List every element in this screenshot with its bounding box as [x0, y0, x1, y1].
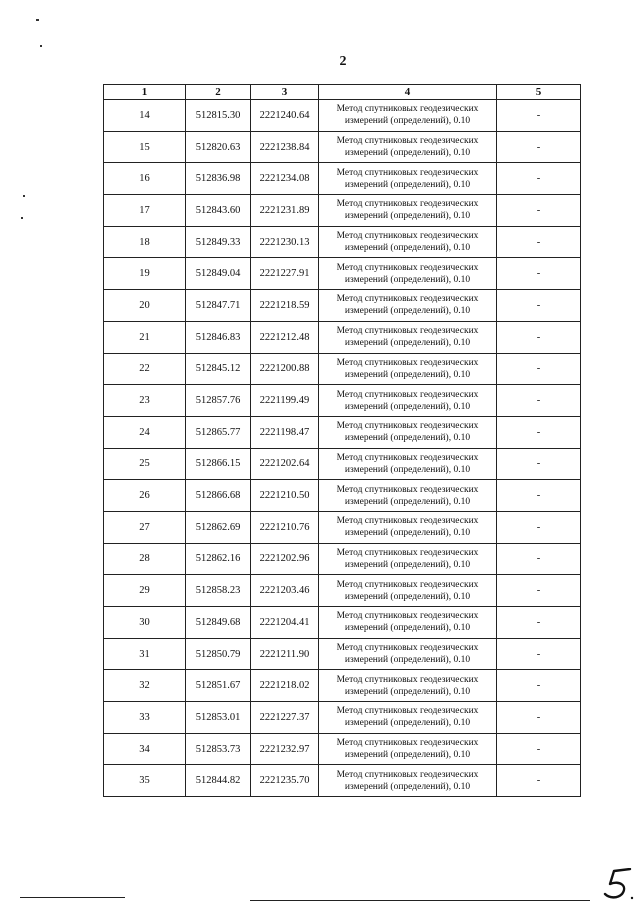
method-line-2: измерений (определений), 0.10: [344, 211, 471, 222]
column-5-cell: -: [497, 765, 581, 797]
method-line-2: измерений (определений), 0.10: [344, 116, 471, 127]
column-header: 2: [186, 85, 251, 100]
method-line-2: измерений (определений), 0.10: [344, 496, 471, 507]
column-5-cell: -: [497, 416, 581, 448]
table-row: [104, 607, 581, 639]
x-coordinate-cell: 512851.67: [186, 670, 251, 702]
column-5-cell: -: [497, 258, 581, 290]
y-coordinate-cell: 2221210.50: [251, 480, 319, 512]
method-cell: [319, 543, 497, 575]
column-5-cell: -: [497, 163, 581, 195]
y-coordinate-cell: 2221218.59: [251, 290, 319, 322]
method-cell: [319, 733, 497, 765]
method-line-2: измерений (определений), 0.10: [344, 528, 471, 539]
x-coordinate-cell: 512849.04: [186, 258, 251, 290]
x-coordinate-cell: 512820.63: [186, 131, 251, 163]
column-header: 3: [251, 85, 319, 100]
y-coordinate-cell: 2221230.13: [251, 226, 319, 258]
column-5-cell: -: [497, 607, 581, 639]
y-coordinate-cell: 2221227.91: [251, 258, 319, 290]
method-line-2: измерений (определений), 0.10: [344, 655, 471, 666]
column-5-cell: -: [497, 480, 581, 512]
method-cell: [319, 765, 497, 797]
method-line-2: измерений (определений), 0.10: [344, 591, 471, 602]
coordinates-table: [103, 84, 581, 797]
page-number: 2: [339, 54, 347, 69]
method-line-1: Метод спутниковых геодезических: [336, 611, 479, 622]
method-cell: [319, 511, 497, 543]
y-coordinate-cell: 2221235.70: [251, 765, 319, 797]
table-row: [104, 511, 581, 543]
table-row: [104, 290, 581, 322]
table-row: [104, 226, 581, 258]
x-coordinate-cell: 512815.30: [186, 100, 251, 132]
method-cell: [319, 575, 497, 607]
y-coordinate-cell: 2221198.47: [251, 416, 319, 448]
table-header-row: [104, 85, 581, 100]
x-coordinate-cell: 512844.82: [186, 765, 251, 797]
x-coordinate-cell: 512857.76: [186, 385, 251, 417]
method-line-1: Метод спутниковых геодезических: [336, 357, 479, 368]
x-coordinate-cell: 512858.23: [186, 575, 251, 607]
scan-speck: [40, 45, 42, 47]
method-cell: [319, 290, 497, 322]
method-line-1: Метод спутниковых геодезических: [336, 104, 479, 115]
table-row: [104, 702, 581, 734]
table-row: [104, 765, 581, 797]
y-coordinate-cell: 2221211.90: [251, 638, 319, 670]
table-row: [104, 321, 581, 353]
x-coordinate-cell: 512853.01: [186, 702, 251, 734]
point-number-cell: 23: [104, 385, 186, 417]
scan-speck: [36, 19, 39, 21]
point-number-cell: 15: [104, 131, 186, 163]
method-cell: [319, 607, 497, 639]
column-5-cell: -: [497, 385, 581, 417]
y-coordinate-cell: 2221210.76: [251, 511, 319, 543]
method-line-2: измерений (определений), 0.10: [344, 623, 471, 634]
method-line-1: Метод спутниковых геодезических: [336, 167, 479, 178]
point-number-cell: 35: [104, 765, 186, 797]
method-line-2: измерений (определений), 0.10: [344, 148, 471, 159]
method-cell: [319, 480, 497, 512]
y-coordinate-cell: 2221218.02: [251, 670, 319, 702]
table-row: [104, 385, 581, 417]
method-line-1: Метод спутниковых геодезических: [336, 484, 479, 495]
table-row: [104, 575, 581, 607]
x-coordinate-cell: 512849.33: [186, 226, 251, 258]
method-line-1: Метод спутниковых геодезических: [336, 389, 479, 400]
method-cell: [319, 195, 497, 227]
y-coordinate-cell: 2221232.97: [251, 733, 319, 765]
method-line-2: измерений (определений), 0.10: [344, 369, 471, 380]
table-body: [104, 100, 581, 797]
method-cell: [319, 163, 497, 195]
method-line-2: измерений (определений), 0.10: [344, 338, 471, 349]
x-coordinate-cell: 512846.83: [186, 321, 251, 353]
method-cell: [319, 416, 497, 448]
y-coordinate-cell: 2221240.64: [251, 100, 319, 132]
point-number-cell: 16: [104, 163, 186, 195]
y-coordinate-cell: 2221231.89: [251, 195, 319, 227]
method-cell: [319, 385, 497, 417]
table-row: [104, 353, 581, 385]
x-coordinate-cell: 512862.69: [186, 511, 251, 543]
method-cell: [319, 353, 497, 385]
method-line-2: измерений (определений), 0.10: [344, 750, 471, 761]
method-line-1: Метод спутниковых геодезических: [336, 769, 479, 780]
bottom-rule: [20, 897, 125, 898]
method-line-1: Метод спутниковых геодезических: [336, 452, 479, 463]
x-coordinate-cell: 512849.68: [186, 607, 251, 639]
table-row: [104, 100, 581, 132]
column-5-cell: -: [497, 575, 581, 607]
method-cell: [319, 670, 497, 702]
method-cell: [319, 638, 497, 670]
y-coordinate-cell: 2221202.64: [251, 448, 319, 480]
bottom-rule: [250, 900, 590, 901]
point-number-cell: 34: [104, 733, 186, 765]
method-line-1: Метод спутниковых геодезических: [336, 231, 479, 242]
method-line-1: Метод спутниковых геодезических: [336, 294, 479, 305]
point-number-cell: 28: [104, 543, 186, 575]
method-cell: [319, 226, 497, 258]
point-number-cell: 29: [104, 575, 186, 607]
method-line-2: измерений (определений), 0.10: [344, 179, 471, 190]
method-line-1: Метод спутниковых геодезических: [336, 421, 479, 432]
point-number-cell: 27: [104, 511, 186, 543]
x-coordinate-cell: 512865.77: [186, 416, 251, 448]
table-row: [104, 638, 581, 670]
table-row: [104, 733, 581, 765]
column-5-cell: -: [497, 290, 581, 322]
y-coordinate-cell: 2221199.49: [251, 385, 319, 417]
table-row: [104, 670, 581, 702]
column-5-cell: -: [497, 511, 581, 543]
method-line-1: Метод спутниковых геодезических: [336, 262, 479, 273]
method-cell: [319, 448, 497, 480]
method-line-2: измерений (определений), 0.10: [344, 559, 471, 570]
point-number-cell: 33: [104, 702, 186, 734]
point-number-cell: 26: [104, 480, 186, 512]
column-header: 4: [319, 85, 497, 100]
y-coordinate-cell: 2221204.41: [251, 607, 319, 639]
column-5-cell: -: [497, 670, 581, 702]
point-number-cell: 22: [104, 353, 186, 385]
method-line-2: измерений (определений), 0.10: [344, 243, 471, 254]
method-cell: [319, 321, 497, 353]
method-line-2: измерений (определений), 0.10: [344, 306, 471, 317]
method-line-2: измерений (определений), 0.10: [344, 401, 471, 412]
table-row: [104, 416, 581, 448]
x-coordinate-cell: 512866.68: [186, 480, 251, 512]
y-coordinate-cell: 2221234.08: [251, 163, 319, 195]
y-coordinate-cell: 2221200.88: [251, 353, 319, 385]
point-number-cell: 20: [104, 290, 186, 322]
column-5-cell: -: [497, 195, 581, 227]
handwritten-page-mark: [600, 868, 636, 902]
method-line-1: Метод спутниковых геодезических: [336, 579, 479, 590]
x-coordinate-cell: 512845.12: [186, 353, 251, 385]
point-number-cell: 24: [104, 416, 186, 448]
column-5-cell: -: [497, 321, 581, 353]
point-number-cell: 32: [104, 670, 186, 702]
scan-speck: [21, 217, 23, 219]
method-cell: [319, 258, 497, 290]
column-5-cell: -: [497, 448, 581, 480]
column-5-cell: -: [497, 226, 581, 258]
method-line-1: Метод спутниковых геодезических: [336, 706, 479, 717]
column-5-cell: -: [497, 733, 581, 765]
x-coordinate-cell: 512866.15: [186, 448, 251, 480]
table-row: [104, 543, 581, 575]
method-line-1: Метод спутниковых геодезических: [336, 643, 479, 654]
method-line-2: измерений (определений), 0.10: [344, 433, 471, 444]
table-row: [104, 448, 581, 480]
method-line-2: измерений (определений), 0.10: [344, 274, 471, 285]
table-row: [104, 480, 581, 512]
method-line-1: Метод спутниковых геодезических: [336, 738, 479, 749]
column-5-cell: -: [497, 543, 581, 575]
method-line-1: Метод спутниковых геодезических: [336, 547, 479, 558]
x-coordinate-cell: 512862.16: [186, 543, 251, 575]
point-number-cell: 19: [104, 258, 186, 290]
method-line-2: измерений (определений), 0.10: [344, 781, 471, 792]
method-line-1: Метод спутниковых геодезических: [336, 326, 479, 337]
point-number-cell: 25: [104, 448, 186, 480]
scan-speck: [23, 195, 25, 197]
column-header: 5: [497, 85, 581, 100]
x-coordinate-cell: 512836.98: [186, 163, 251, 195]
method-cell: [319, 131, 497, 163]
table-row: [104, 131, 581, 163]
table-row: [104, 163, 581, 195]
column-5-cell: -: [497, 702, 581, 734]
method-line-2: измерений (определений), 0.10: [344, 686, 471, 697]
y-coordinate-cell: 2221212.48: [251, 321, 319, 353]
column-5-cell: -: [497, 100, 581, 132]
table-row: [104, 195, 581, 227]
point-number-cell: 18: [104, 226, 186, 258]
point-number-cell: 14: [104, 100, 186, 132]
method-line-1: Метод спутниковых геодезических: [336, 136, 479, 147]
point-number-cell: 30: [104, 607, 186, 639]
y-coordinate-cell: 2221202.96: [251, 543, 319, 575]
x-coordinate-cell: 512850.79: [186, 638, 251, 670]
x-coordinate-cell: 512853.73: [186, 733, 251, 765]
method-cell: [319, 702, 497, 734]
method-line-2: измерений (определений), 0.10: [344, 718, 471, 729]
column-5-cell: -: [497, 131, 581, 163]
point-number-cell: 21: [104, 321, 186, 353]
method-line-2: измерений (определений), 0.10: [344, 464, 471, 475]
x-coordinate-cell: 512847.71: [186, 290, 251, 322]
column-5-cell: -: [497, 353, 581, 385]
y-coordinate-cell: 2221227.37: [251, 702, 319, 734]
method-line-1: Метод спутниковых геодезических: [336, 516, 479, 527]
x-coordinate-cell: 512843.60: [186, 195, 251, 227]
point-number-cell: 17: [104, 195, 186, 227]
method-line-1: Метод спутниковых геодезических: [336, 199, 479, 210]
table-row: [104, 258, 581, 290]
point-number-cell: 31: [104, 638, 186, 670]
column-5-cell: -: [497, 638, 581, 670]
method-line-1: Метод спутниковых геодезических: [336, 674, 479, 685]
y-coordinate-cell: 2221238.84: [251, 131, 319, 163]
column-header: 1: [104, 85, 186, 100]
y-coordinate-cell: 2221203.46: [251, 575, 319, 607]
method-cell: [319, 100, 497, 132]
